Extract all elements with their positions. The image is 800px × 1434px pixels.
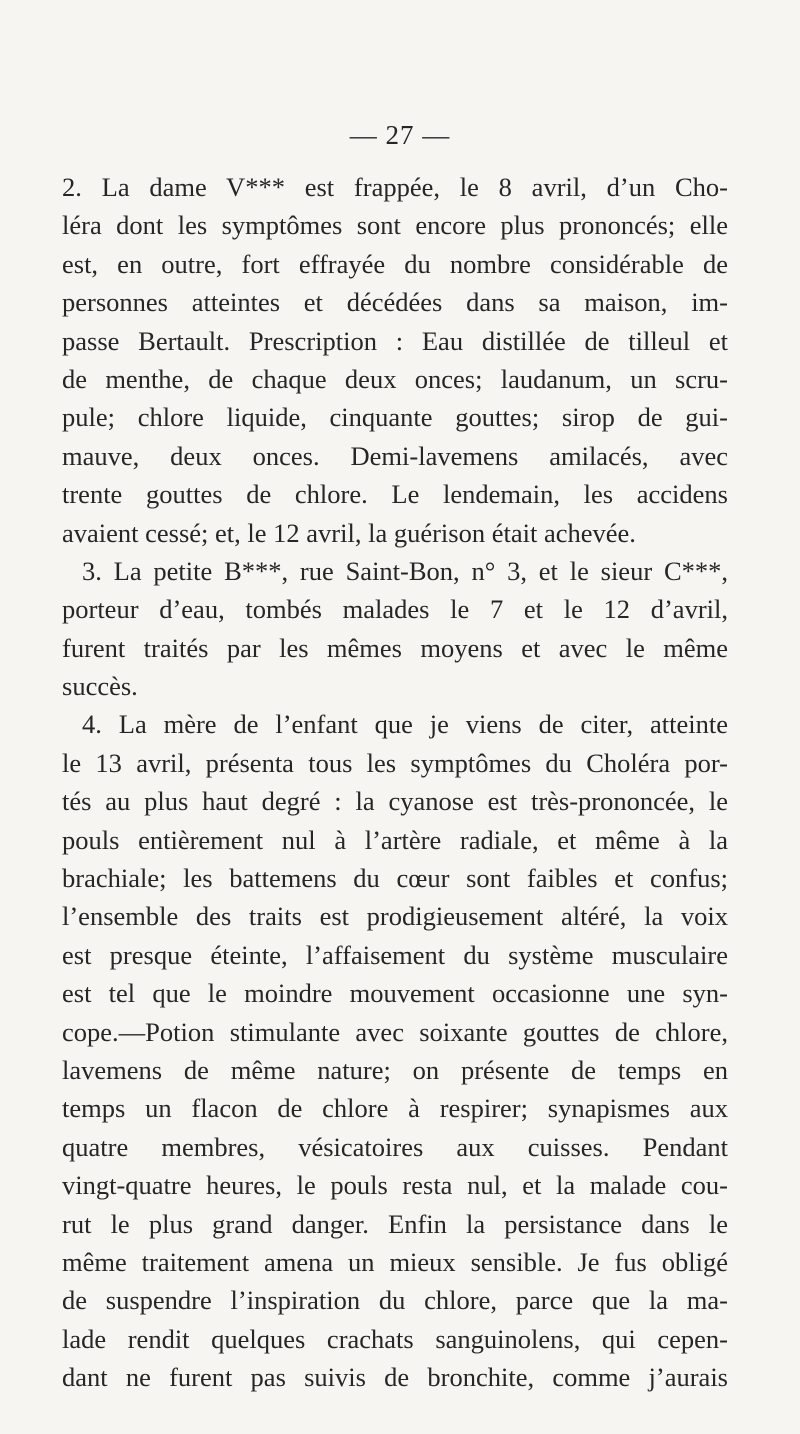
text-line: 3. La petite B***, rue Saint-Bon, n° 3, et le sieur C***,: [82, 555, 728, 586]
text-line: léra dont les symptômes sont encore plus prononcés; elle: [62, 210, 728, 241]
text-line: le 13 avril, présenta tous les symptômes du Choléra por-: [62, 747, 728, 778]
text-line: porteur d’eau, tombés malades le 7 et le 12 d’avril,: [62, 594, 728, 625]
text-line: l’ensemble des traits est prodigieusement altéré, la voix: [62, 901, 728, 932]
text-line: est, en outre, fort effrayée du nombre considérable de: [62, 248, 728, 279]
text-line: 4. La mère de l’enfant que je viens de citer, atteinte: [82, 709, 728, 740]
text-line: pouls entièrement nul à l’artère radiale, et même à la: [62, 824, 728, 855]
text-line: de suspendre l’inspiration du chlore, parce que la ma-: [62, 1285, 728, 1316]
text-line: lavemens de même nature; on présente de temps en: [62, 1054, 728, 1085]
text-line: 2. La dame V*** est frappée, le 8 avril, d’un Cho-: [62, 172, 728, 202]
page-number: — 27 —: [349, 120, 451, 150]
text-line: tés au plus haut degré : la cyanose est très-prononcée, le: [62, 786, 728, 817]
text-line: cope.—Potion stimulante avec soixante gouttes de chlore,: [62, 1016, 728, 1047]
text-line: vingt-quatre heures, le pouls resta nul, et la malade cou-: [62, 1170, 728, 1201]
text-line: pule; chlore liquide, cinquante gouttes; sirop de gui-: [62, 402, 728, 433]
text-line: quatre membres, vésicatoires aux cuisses. Pendant: [62, 1131, 728, 1162]
text-line: personnes atteintes et décédées dans sa maison, im-: [62, 287, 728, 318]
text-line: succès.: [62, 671, 138, 702]
text-line: même traitement amena un mieux sensible. Je fus obligé: [62, 1246, 728, 1277]
text-line: trente gouttes de chlore. Le lendemain, les accidens: [62, 479, 728, 510]
text-line: de menthe, de chaque deux onces; laudanum, un scru-: [62, 363, 728, 394]
text-line: temps un flacon de chlore à respirer; synapismes aux: [62, 1093, 728, 1124]
text-line: brachiale; les battemens du cœur sont faibles et confus;: [62, 863, 728, 894]
text-line: avaient cessé; et, le 12 avril, la guérison était achevée.: [62, 517, 636, 548]
text-line: est presque éteinte, l’affaisement du système musculaire: [62, 939, 728, 970]
text-line: mauve, deux onces. Demi-lavemens amilacés, avec: [62, 440, 728, 471]
text-line: passe Bertault. Prescription : Eau distillée de tilleul et: [62, 325, 728, 356]
text-line: furent traités par les mêmes moyens et avec le même: [62, 632, 728, 663]
body-text: [62, 168, 728, 1397]
text-line: est tel que le moindre mouvement occasionne une syn-: [62, 978, 728, 1009]
text-line: lade rendit quelques crachats sanguinolens, qui cepen-: [62, 1323, 728, 1354]
text-line: dant ne furent pas suivis de bronchite, comme j’aurais: [62, 1362, 728, 1393]
text-line: rut le plus grand danger. Enfin la persistance dans le: [62, 1208, 728, 1239]
